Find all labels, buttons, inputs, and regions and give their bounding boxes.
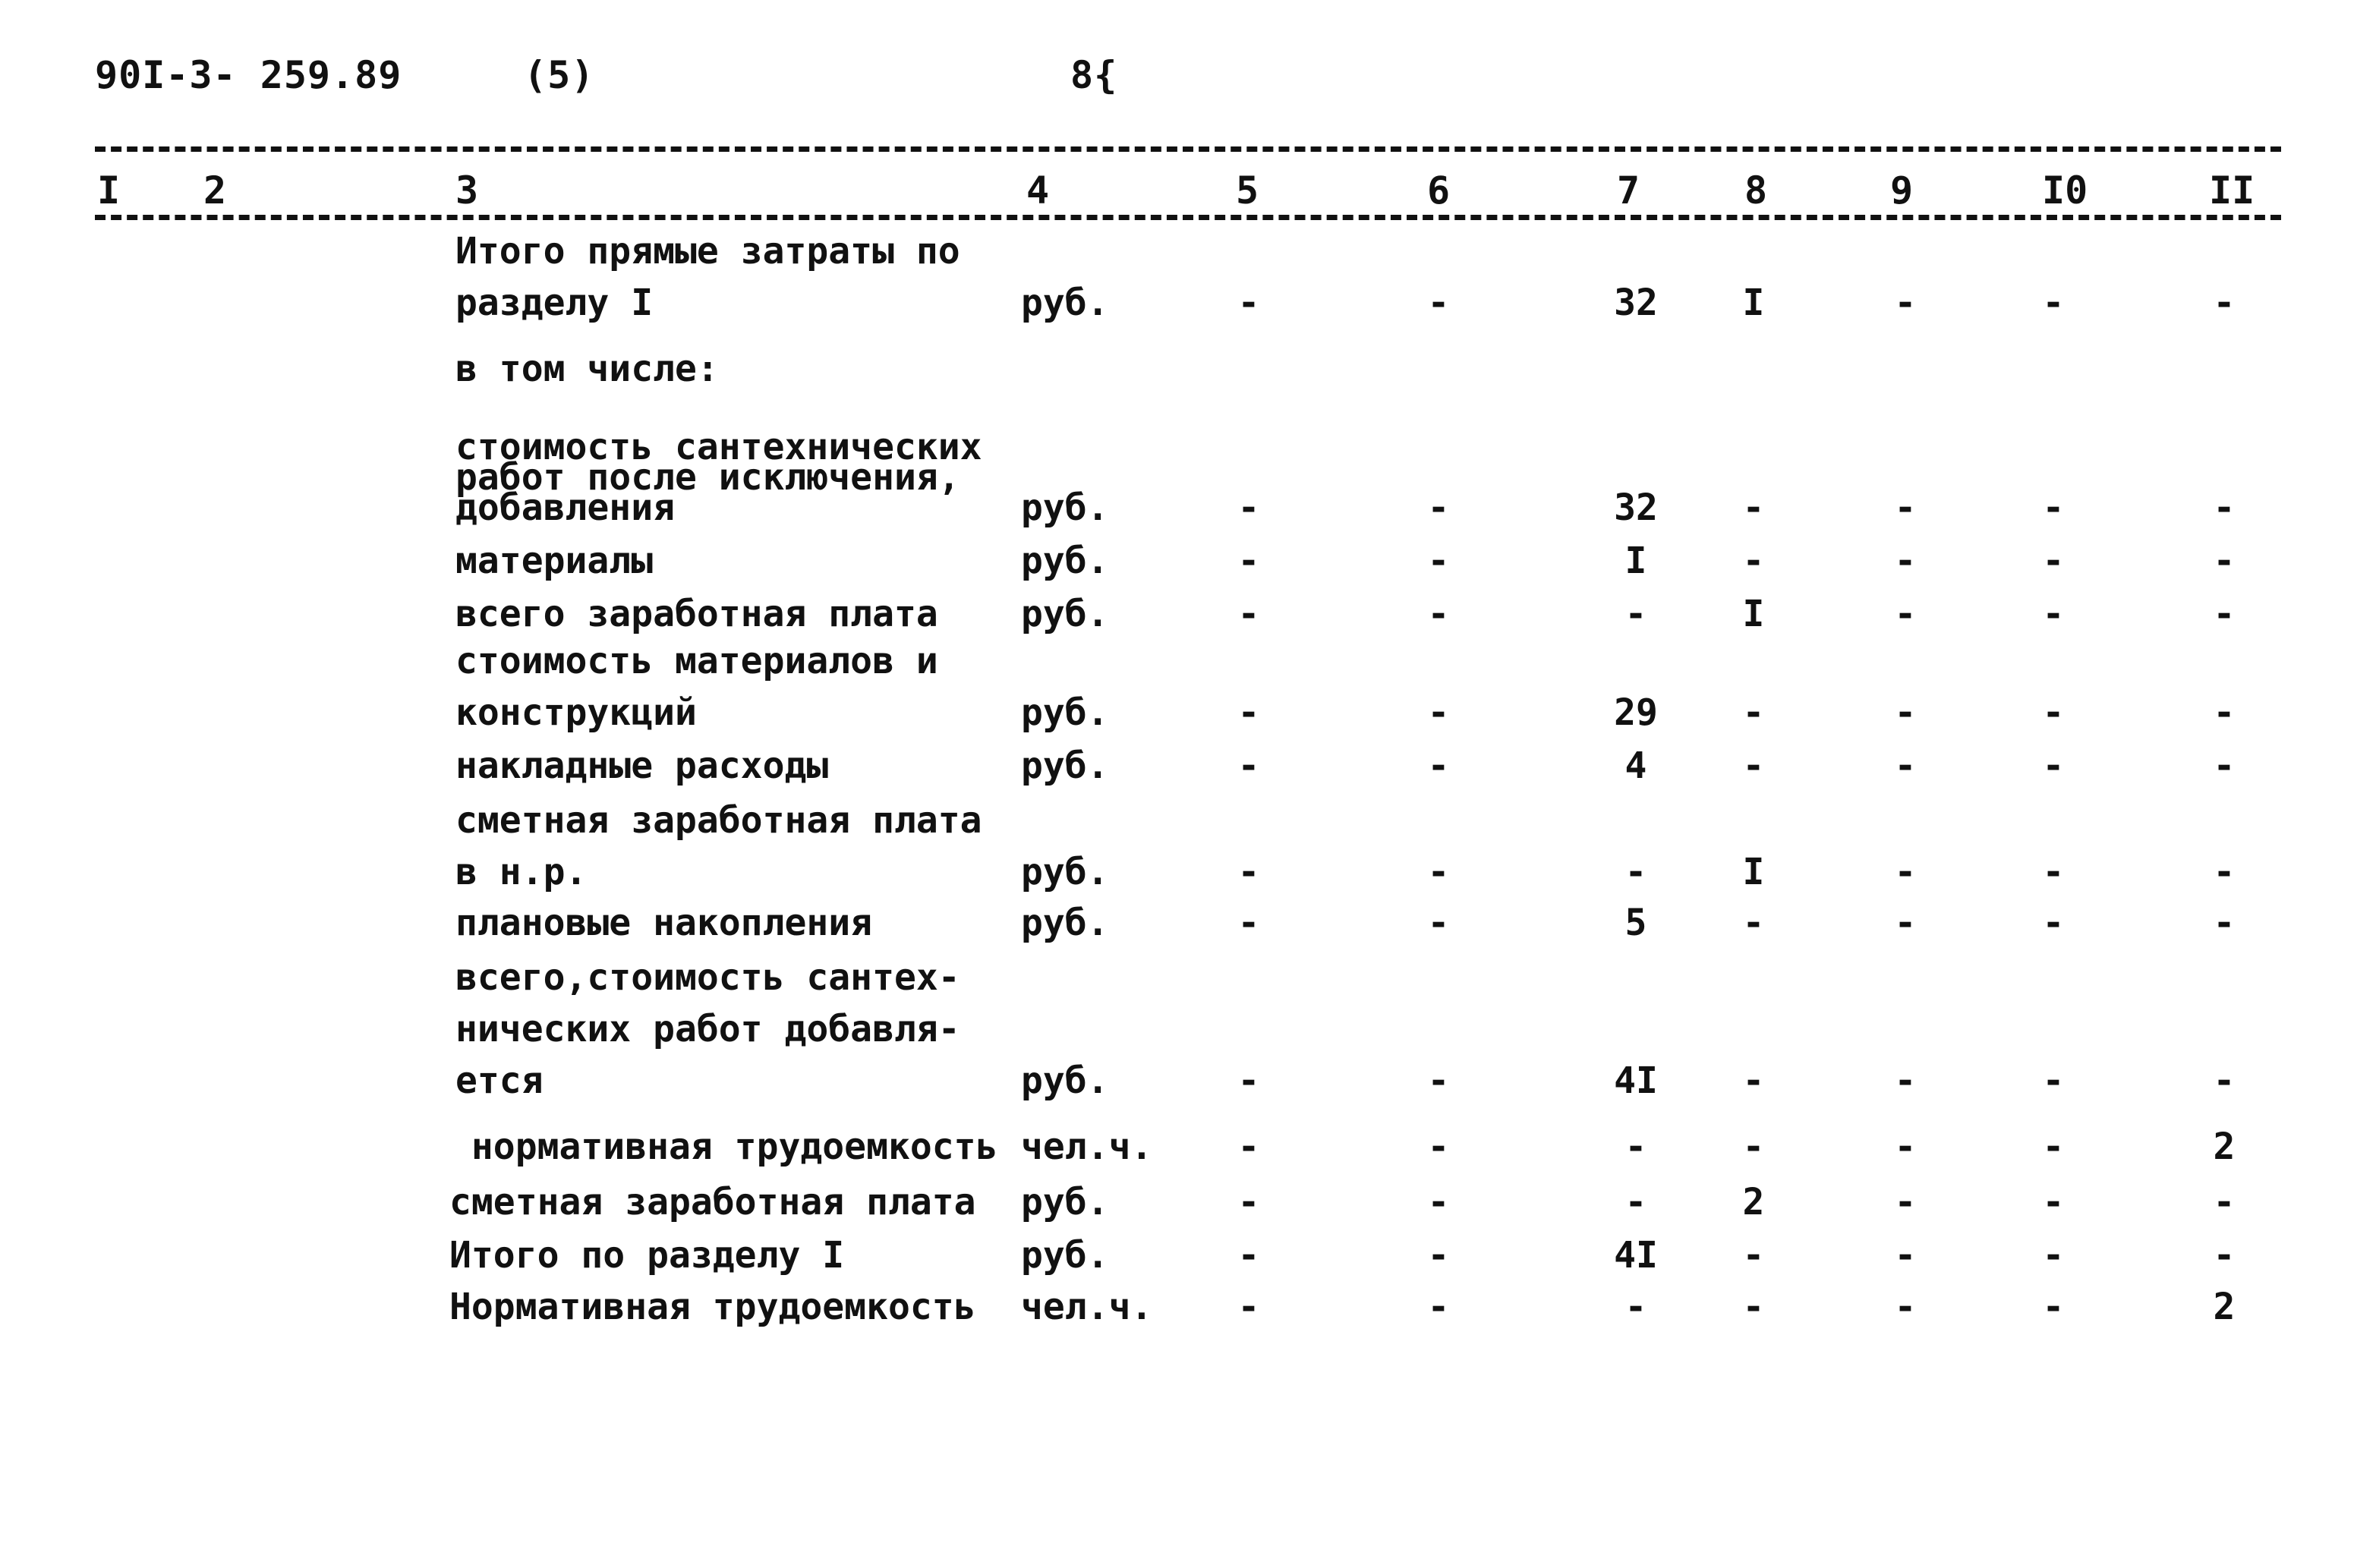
row-12-col-10: -	[2042, 1181, 2065, 1223]
row-13-col-5: -	[1237, 1234, 1260, 1277]
row-14-col-5: -	[1237, 1286, 1260, 1328]
row-7-col-11: -	[2213, 745, 2236, 787]
column-number-11: II	[2209, 168, 2255, 213]
row-14-col-11: 2	[2213, 1286, 2236, 1328]
row-6-description-line-2: конструкций	[455, 691, 697, 734]
row-5-col-10: -	[2042, 593, 2065, 635]
row-10-col-5: -	[1237, 1060, 1260, 1102]
row-14-col-9: -	[1894, 1286, 1917, 1328]
row-9-col-6: -	[1427, 902, 1450, 944]
row-11-col-10: -	[2042, 1126, 2065, 1168]
row-10-col-9: -	[1894, 1060, 1917, 1102]
table-header-rule	[95, 215, 2281, 220]
row-8-col-6: -	[1427, 851, 1450, 893]
table-top-rule	[95, 146, 2281, 152]
row-10-col-8: -	[1742, 1060, 1765, 1102]
column-number-2: 2	[203, 168, 227, 213]
row-9-unit: руб.	[1021, 902, 1109, 944]
row-11-col-5: -	[1237, 1126, 1260, 1168]
row-1-unit: руб.	[1021, 282, 1109, 324]
row-10-unit: руб.	[1021, 1060, 1109, 1102]
row-13-col-6: -	[1427, 1234, 1450, 1277]
row-12-col-11: -	[2213, 1181, 2236, 1223]
row-6-col-5: -	[1237, 691, 1260, 734]
row-14-col-6: -	[1427, 1286, 1450, 1328]
row-8-col-11: -	[2213, 851, 2236, 893]
column-number-7: 7	[1617, 168, 1640, 213]
row-6-col-8: -	[1742, 691, 1765, 734]
row-12-col-7: -	[1624, 1181, 1647, 1223]
row-11-col-6: -	[1427, 1126, 1450, 1168]
row-1-col-7: 32	[1614, 282, 1658, 324]
row-5-col-5: -	[1237, 593, 1260, 635]
row-7-col-6: -	[1427, 745, 1450, 787]
row-7-col-7: 4	[1624, 745, 1647, 787]
row-8-col-7: -	[1624, 851, 1647, 893]
row-13-col-10: -	[2042, 1234, 2065, 1277]
column-number-8: 8	[1744, 168, 1768, 213]
row-13-description-line-1: Итого по разделу I	[449, 1234, 845, 1277]
row-3-col-11: -	[2213, 486, 2236, 529]
row-12-col-5: -	[1237, 1181, 1260, 1223]
row-14-col-8: -	[1742, 1286, 1765, 1328]
column-number-1: I	[97, 168, 121, 213]
row-3-description-line-1: стоимость сантехнических	[455, 426, 982, 468]
row-14-description-line-1: Нормативная трудоемкость	[449, 1286, 976, 1328]
row-4-col-5: -	[1237, 540, 1260, 582]
row-13-col-8: -	[1742, 1234, 1765, 1277]
column-number-5: 5	[1236, 168, 1259, 213]
row-5-col-6: -	[1427, 593, 1450, 635]
row-10-description-line-1: всего,стоимость сантех-	[455, 956, 960, 999]
row-5-col-8: I	[1742, 593, 1765, 635]
column-number-6: 6	[1427, 168, 1451, 213]
row-5-col-9: -	[1894, 593, 1917, 635]
row-4-col-9: -	[1894, 540, 1917, 582]
row-4-col-6: -	[1427, 540, 1450, 582]
row-14-col-10: -	[2042, 1286, 2065, 1328]
row-3-col-7: 32	[1614, 486, 1658, 529]
row-13-col-11: -	[2213, 1234, 2236, 1277]
row-1-col-5: -	[1237, 282, 1260, 324]
row-10-description-line-2: нических работ добавля-	[455, 1008, 960, 1050]
sheet-mark: (5)	[524, 53, 595, 97]
row-7-col-10: -	[2042, 745, 2065, 787]
row-9-description-line-1: плановые накопления	[455, 902, 873, 944]
row-4-col-7: I	[1624, 540, 1647, 582]
row-7-col-5: -	[1237, 745, 1260, 787]
row-1-col-11: -	[2213, 282, 2236, 324]
row-6-col-10: -	[2042, 691, 2065, 734]
document-code: 90I-3- 259.89	[95, 53, 402, 97]
row-8-description-line-2: в н.р.	[455, 851, 588, 893]
row-7-description-line-1: накладные расходы	[455, 745, 829, 787]
row-4-col-8: -	[1742, 540, 1765, 582]
row-8-col-9: -	[1894, 851, 1917, 893]
row-6-col-9: -	[1894, 691, 1917, 734]
column-number-10: I0	[2042, 168, 2088, 213]
row-6-description-line-1: стоимость материалов и	[455, 640, 938, 682]
row-4-description-line-1: материалы	[455, 540, 654, 582]
row-9-col-9: -	[1894, 902, 1917, 944]
row-6-unit: руб.	[1021, 691, 1109, 734]
row-8-unit: руб.	[1021, 851, 1109, 893]
row-6-col-7: 29	[1614, 691, 1658, 734]
row-11-col-8: -	[1742, 1126, 1765, 1168]
row-11-col-11: 2	[2213, 1126, 2236, 1168]
row-11-col-7: -	[1624, 1126, 1647, 1168]
row-8-col-10: -	[2042, 851, 2065, 893]
page-number: 8{	[1070, 53, 1118, 97]
row-6-col-6: -	[1427, 691, 1450, 734]
row-1-col-10: -	[2042, 282, 2065, 324]
row-14-unit: чел.ч.	[1021, 1286, 1153, 1328]
row-3-col-6: -	[1427, 486, 1450, 529]
row-12-col-9: -	[1894, 1181, 1917, 1223]
row-10-col-10: -	[2042, 1060, 2065, 1102]
row-8-col-5: -	[1237, 851, 1260, 893]
row-3-col-9: -	[1894, 486, 1917, 529]
row-13-col-7: 4I	[1614, 1234, 1658, 1277]
row-12-col-6: -	[1427, 1181, 1450, 1223]
row-10-col-7: 4I	[1614, 1060, 1658, 1102]
row-12-unit: руб.	[1021, 1181, 1109, 1223]
row-11-unit: чел.ч.	[1021, 1126, 1153, 1168]
row-1-description-line-2: разделу I	[455, 282, 654, 324]
row-9-col-11: -	[2213, 902, 2236, 944]
row-1-description-line-1: Итого прямые затраты по	[455, 230, 960, 272]
row-9-col-5: -	[1237, 902, 1260, 944]
row-5-col-7: -	[1624, 593, 1647, 635]
row-7-col-9: -	[1894, 745, 1917, 787]
row-6-col-11: -	[2213, 691, 2236, 734]
row-12-col-8: 2	[1742, 1181, 1765, 1223]
row-3-col-5: -	[1237, 486, 1260, 529]
row-11-col-9: -	[1894, 1126, 1917, 1168]
row-14-col-7: -	[1624, 1286, 1647, 1328]
row-7-col-8: -	[1742, 745, 1765, 787]
row-12-description-line-1: сметная заработная плата	[449, 1181, 976, 1223]
row-1-col-9: -	[1894, 282, 1917, 324]
row-8-col-8: I	[1742, 851, 1765, 893]
row-13-unit: руб.	[1021, 1234, 1109, 1277]
row-2-description-line-1: в том числе:	[455, 348, 719, 390]
row-4-col-11: -	[2213, 540, 2236, 582]
column-number-9: 9	[1890, 168, 1914, 213]
row-3-unit: руб.	[1021, 486, 1109, 529]
row-9-col-7: 5	[1624, 902, 1647, 944]
row-1-col-8: I	[1742, 282, 1765, 324]
row-5-unit: руб.	[1021, 593, 1109, 635]
row-4-unit: руб.	[1021, 540, 1109, 582]
row-9-col-8: -	[1742, 902, 1765, 944]
row-10-col-6: -	[1427, 1060, 1450, 1102]
row-5-description-line-1: всего заработная плата	[455, 593, 938, 635]
row-3-col-10: -	[2042, 486, 2065, 529]
row-5-col-11: -	[2213, 593, 2236, 635]
row-10-description-line-3: ется	[455, 1060, 544, 1102]
row-4-col-10: -	[2042, 540, 2065, 582]
row-8-description-line-1: сметная заработная плата	[455, 799, 982, 842]
row-10-col-11: -	[2213, 1060, 2236, 1102]
column-number-3: 3	[455, 168, 479, 213]
row-13-col-9: -	[1894, 1234, 1917, 1277]
row-3-description-line-2: работ после исключения,	[455, 456, 960, 499]
row-7-unit: руб.	[1021, 745, 1109, 787]
column-number-4: 4	[1026, 168, 1050, 213]
row-9-col-10: -	[2042, 902, 2065, 944]
row-1-col-6: -	[1427, 282, 1450, 324]
row-3-col-8: -	[1742, 486, 1765, 529]
row-11-description-line-1: нормативная трудоемкость	[449, 1126, 998, 1168]
row-3-description-line-3: добавления	[455, 486, 675, 529]
